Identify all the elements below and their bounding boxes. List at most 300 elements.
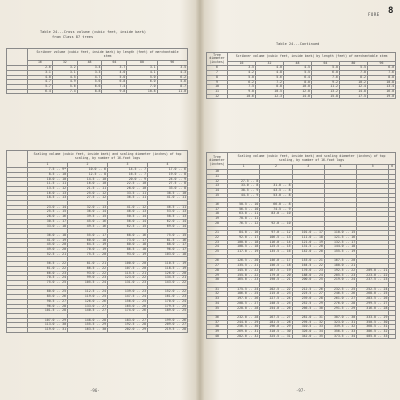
- table-cell: 25.5 -- 15: [28, 210, 68, 215]
- column-header: 96: [157, 61, 187, 66]
- table-row: [207, 94, 396, 99]
- row-label: 30: [207, 278, 228, 283]
- table-cell: 188.0 -- 24: [292, 273, 324, 278]
- table-cell: 3.5: [157, 66, 187, 71]
- table-cell: 239.0 -- 28: [292, 297, 324, 302]
- table-cell: 4.5: [283, 66, 311, 71]
- table-cell: 81.5 -- 16: [148, 238, 188, 243]
- table-cell: 167.5 -- 20: [324, 259, 356, 264]
- column-header-diameter: [7, 151, 28, 168]
- table-cell: 4.2: [228, 71, 256, 76]
- column-header: 1: [228, 165, 260, 170]
- table-cell: 118.5 -- 19: [148, 266, 188, 271]
- table-cell: 41.0 -- 11: [148, 196, 188, 201]
- column-header: 64: [102, 61, 127, 66]
- table-cell: 13.4: [367, 85, 395, 90]
- table-cell: 165.0 -- 26: [108, 304, 148, 309]
- table-cell: 46.5 -- 11: [148, 205, 188, 210]
- column-header: 16: [228, 61, 256, 66]
- table-cell: 310.5 -- 33: [292, 325, 324, 330]
- table-cell: 131.5 -- 20: [292, 245, 324, 250]
- table-cell: 6.0: [367, 66, 395, 71]
- table-cell: 266.5 -- 30: [292, 306, 324, 311]
- table-cell: 105.5 -- 24: [68, 280, 108, 285]
- row-label: 6: [207, 66, 228, 71]
- table-cell: 10.0 -- 6: [68, 168, 108, 173]
- table-cell: 9.0: [228, 89, 256, 94]
- right-scaling-table: [206, 152, 396, 339]
- table-cell: 200.0 -- 25: [292, 278, 324, 283]
- table-cell: 209.0 -- 27: [148, 323, 188, 328]
- table-cell: 202.0 -- 29: [108, 328, 148, 333]
- table-cell: 112.5 -- 24: [68, 290, 108, 295]
- column-header: 48: [77, 61, 102, 66]
- table-cell: 140.5 -- 27: [68, 309, 108, 314]
- table-cell: 219.0 -- 24: [324, 278, 356, 283]
- table-cell: 167.5 -- 19: [260, 268, 292, 273]
- table-cell: 103.0 -- 18: [148, 252, 188, 257]
- row-label: 10: [207, 170, 228, 175]
- table-cell: 4.9: [52, 80, 77, 85]
- table-cell: 41.0 -- 12: [108, 205, 148, 210]
- table-cell: 176.0 -- 23: [292, 268, 324, 273]
- table-cell: 7.5: [228, 85, 256, 90]
- table-cell: 6.8: [102, 80, 127, 85]
- table-cell: 148.0 -- 28: [68, 318, 108, 323]
- table-cell: 5.7: [28, 84, 53, 89]
- table-cell: 156.5 -- 18: [260, 264, 292, 269]
- table-cell: 36.5 -- 11: [108, 196, 148, 201]
- table-cell: 174.0 -- 26: [108, 309, 148, 314]
- column-header: 96: [367, 61, 395, 66]
- table-cell: 19.0 -- 8: [148, 172, 188, 177]
- table-cell: 256.5 -- 30: [228, 325, 260, 330]
- row-label: 14: [207, 188, 228, 193]
- table-cell: 333.0 -- 29: [357, 315, 389, 320]
- table-cell: 11.0: [157, 89, 187, 94]
- table-cell: 97.0 -- 12: [260, 231, 292, 236]
- table-cell: 107.5 -- 20: [108, 266, 148, 271]
- table-cell: 3.4: [77, 66, 102, 71]
- table-cell: 119.0 -- 31: [28, 328, 68, 333]
- table-cell: 135.5 -- 21: [228, 264, 260, 269]
- table-cell: 62.5 -- 15: [108, 224, 148, 229]
- table-cell: 99.0 -- 23: [68, 276, 108, 281]
- table-cell: 50.5 -- 10: [228, 203, 260, 208]
- table-cell: 237.5 -- 23: [357, 278, 389, 283]
- table-cell: 202.5 -- 22: [260, 287, 292, 292]
- table-cell: 33.0 -- 8: [228, 184, 260, 189]
- table-cell: 14.5 -- 7: [108, 168, 148, 173]
- table-cell: 146.0 -- 17: [260, 259, 292, 264]
- table-cell: 33.0 -- 18: [28, 224, 68, 229]
- table-cell: 66.0 -- 23: [28, 271, 68, 276]
- row-label: 11: [207, 174, 228, 179]
- table-cell: 4.0: [28, 75, 53, 80]
- column-header: 16: [28, 61, 53, 66]
- table-cell: 6.0: [311, 71, 339, 76]
- table-cell: 33.0 -- 8: [148, 186, 188, 191]
- row-label: 23: [207, 240, 228, 245]
- table-cell: 212.5 -- 26: [292, 287, 324, 292]
- left-table1-subtitle: from Class 87 trees: [52, 35, 94, 39]
- table-cell: 13.2: [311, 89, 339, 94]
- table-cell: 88.0 -- 17: [148, 243, 188, 248]
- column-header: 32: [255, 61, 283, 66]
- table-cell: 9.8: [102, 89, 127, 94]
- table-cell: 368.5 -- 31: [357, 325, 389, 330]
- table-cell: 267.5 -- 27: [260, 315, 292, 320]
- row-label: 15: [207, 193, 228, 198]
- table-cell: 108.5 -- 18: [228, 245, 260, 250]
- table-cell: 134.5 -- 21: [148, 276, 188, 281]
- table-cell: 14.0: [283, 94, 311, 99]
- table-cell: 68.0 -- 16: [108, 233, 148, 238]
- table-cell: 123.0 -- 22: [108, 276, 148, 281]
- row-label: 11: [207, 89, 228, 94]
- table-cell: 5.6: [157, 80, 187, 85]
- table-cell: 126.0 -- 26: [68, 299, 108, 304]
- table-cell: 4.0: [102, 70, 127, 75]
- table-cell: 101.0 -- 17: [292, 231, 324, 236]
- table-cell: 10.8: [127, 89, 157, 94]
- table-cell: 283.5 -- 26: [357, 297, 389, 302]
- table-cell: 16.0 -- 13: [28, 191, 68, 196]
- table-cell: 110.0 -- 15: [324, 231, 356, 236]
- table-cell: 6.0: [127, 80, 157, 85]
- table-cell: 64.5 -- 19: [68, 243, 108, 248]
- table-cell: 86.5 -- 18: [108, 248, 148, 253]
- table-spanning-header: Scribner volume (cubic feet, inside bark) by length (feet) of merchantable stem: [228, 53, 396, 62]
- table-cell: 5.0: [102, 75, 127, 80]
- table-cell: 21.5 -- 11: [68, 186, 108, 191]
- table-cell: 20.0 -- 9: [108, 177, 148, 182]
- table-cell: 84.0 -- 16: [228, 231, 260, 236]
- table-cell: 326.0 -- 34: [292, 330, 324, 335]
- table-cell: 5.0: [127, 75, 157, 80]
- row-label: 19: [207, 217, 228, 222]
- table-cell: 13.5 -- 12: [28, 186, 68, 191]
- table-cell: 6.4: [283, 75, 311, 80]
- column-header: 3: [292, 165, 324, 170]
- folio-number: 8: [388, 6, 394, 16]
- right-page: [204, 0, 400, 400]
- table-cell: 192.5 -- 22: [324, 268, 356, 273]
- table-cell: 30.5 -- 17: [28, 219, 68, 224]
- table-cell: 307.0 -- 30: [324, 315, 356, 320]
- table-cell: 133.0 -- 27: [68, 304, 108, 309]
- table-cell: 27.5 -- 12: [68, 196, 108, 201]
- table-cell: 252.5 -- 29: [292, 301, 324, 306]
- table-cell: 223.0 -- 22: [357, 273, 389, 278]
- table-cell: 10.8: [367, 80, 395, 85]
- table-cell: 10.0 -- 10: [28, 177, 68, 182]
- row-label: 13: [207, 184, 228, 189]
- table-cell: 56.5 -- 10: [228, 207, 260, 212]
- table-cell: 100.0 -- 20: [108, 262, 148, 267]
- table-cell: 227.5 -- 24: [260, 297, 292, 302]
- table-cell: 75.0 -- 25: [28, 280, 68, 285]
- table-cell: 9.2: [311, 80, 339, 85]
- table-cell: 6.2: [157, 75, 187, 80]
- table-cell: [389, 334, 396, 339]
- table-cell: 139.0 -- 23: [108, 290, 148, 295]
- table-cell: 15.8: [311, 94, 339, 99]
- table-row: [7, 89, 188, 94]
- table-cell: 96.0 -- 17: [148, 248, 188, 253]
- row-label: 36: [207, 315, 228, 320]
- table-cell: 55.0 -- 17: [68, 233, 108, 238]
- table-cell: 75.0 -- 15: [148, 233, 188, 238]
- table-cell: 5.6: [77, 80, 102, 85]
- table-cell: 252.5 -- 24: [357, 287, 389, 292]
- table-cell: 121.5 -- 16: [324, 235, 356, 240]
- table-cell: 7.0: [127, 84, 157, 89]
- table-cell: 28.0 -- 10: [108, 186, 148, 191]
- table-cell: 240.5 -- 25: [260, 301, 292, 306]
- row-label: 33: [207, 297, 228, 302]
- table-cell: 121.0 -- 19: [292, 240, 324, 245]
- table-cell: 164.5 -- 22: [292, 264, 324, 269]
- column-header: 64: [311, 61, 339, 66]
- table-cell: 52.5 -- 21: [28, 252, 68, 257]
- table-row: [207, 334, 396, 339]
- table-cell: 38.5 -- 9: [228, 188, 260, 193]
- table-cell: 342.0 -- 35: [292, 334, 324, 339]
- column-header: 5: [357, 165, 389, 170]
- table-cell: 6.6: [77, 84, 102, 89]
- table-cell: 197.0 -- 26: [228, 297, 260, 302]
- column-header: 32: [52, 61, 77, 66]
- table-cell: 131.0 -- 23: [108, 280, 148, 285]
- table-cell: 8.8: [367, 75, 395, 80]
- left-page: [0, 0, 196, 400]
- table-cell: 66.0 -- 8: [260, 203, 292, 208]
- table-cell: 165.0 -- 23: [228, 278, 260, 283]
- row-label: 12: [207, 94, 228, 99]
- table-cell: 7.0: [339, 71, 367, 76]
- table-cell: 10.6: [228, 94, 256, 99]
- right-table1-title: Table 24.--Continued: [276, 42, 320, 46]
- table-cell: 17.0 -- 6: [148, 168, 188, 173]
- table-cell: 405.0 -- 33: [357, 334, 389, 339]
- table-cell: 8.2: [339, 75, 367, 80]
- table-cell: 192.5 -- 28: [108, 323, 148, 328]
- table-cell: 142.0 -- 20: [292, 250, 324, 255]
- row-label: 18: [207, 212, 228, 217]
- table-cell: 75.5 -- 20: [68, 252, 108, 257]
- table-cell: 190.5 -- 21: [260, 278, 292, 283]
- table-cell: 3.3: [77, 70, 102, 75]
- table-cell: 4.5: [52, 75, 77, 80]
- row-label: 10: [207, 85, 228, 90]
- table-cell: 183.0 -- 27: [108, 318, 148, 323]
- table-cell: 180.0 -- 21: [324, 264, 356, 269]
- table-cell: 92.0 -- 17: [228, 235, 260, 240]
- table-cell: 10.2: [339, 80, 367, 85]
- table-cell: 92.0 -- 10: [260, 221, 292, 226]
- table-cell: 5.6: [52, 84, 77, 89]
- table-cell: 45.0 -- 20: [28, 243, 68, 248]
- column-header-diameter: [7, 49, 28, 66]
- table-cell: 83.0 -- 10: [260, 212, 292, 217]
- row-label: 39: [207, 330, 228, 335]
- column-header: 80: [339, 61, 367, 66]
- table-cell: 14.5 -- 10: [68, 177, 108, 182]
- table-cell: 7.6: [367, 71, 395, 76]
- table-cell: 8.0: [283, 80, 311, 85]
- table-cell: 96.0 -- 28: [28, 304, 68, 309]
- table-cell: 254.0 -- 26: [260, 306, 292, 311]
- table-cell: 281.0 -- 31: [292, 315, 324, 320]
- table-cell: 356.5 -- 33: [324, 330, 356, 335]
- table-cell: 17.5: [339, 94, 367, 99]
- table-cell: 147.5 -- 24: [108, 295, 148, 300]
- table-cell: 28.0 -- 16: [28, 215, 68, 220]
- table-cell: 70.0 -- 11: [228, 217, 260, 222]
- table-cell: 189.0 -- 25: [148, 309, 188, 314]
- table-cell: 115.5 -- 21: [108, 271, 148, 276]
- table-cell: 325.5 -- 31: [260, 334, 292, 339]
- row-label: [7, 328, 28, 333]
- table-cell: 31.0 -- 8: [260, 184, 292, 189]
- table-cell: 49.5 -- 16: [68, 224, 108, 229]
- table-cell: 85.0 -- 26: [28, 295, 68, 300]
- table-cell: 6.4: [28, 89, 53, 94]
- table-cell: 12.5 -- 8: [68, 172, 108, 177]
- table-cell: 73.0 -- 17: [108, 238, 148, 243]
- table-cell: 69.0 -- 14: [148, 224, 188, 229]
- row-label: 25: [207, 250, 228, 255]
- table-cell: 152.0 -- 22: [148, 290, 188, 295]
- table-cell: 179.0 -- 20: [260, 273, 292, 278]
- table-cell: 232.0 -- 28: [228, 315, 260, 320]
- table-cell: 205.5 -- 23: [324, 273, 356, 278]
- table-cell: 5.6: [255, 75, 283, 80]
- table-cell: 53.0 -- 8: [260, 193, 292, 198]
- table-cell: 2.6: [28, 66, 53, 71]
- table-cell: 110.5 -- 19: [148, 262, 188, 267]
- table-cell: 12.0: [283, 89, 311, 94]
- table-cell: 101.5 -- 28: [28, 309, 68, 314]
- table-cell: 45.0 -- 16: [68, 219, 108, 224]
- table-cell: 56.5 -- 22: [28, 262, 68, 267]
- table-cell: 126.0 -- 20: [148, 271, 188, 276]
- table-cell: 179.5 -- 25: [148, 304, 188, 309]
- table-cell: 281.5 -- 28: [260, 320, 292, 325]
- table-cell: 76.5 -- 12: [228, 221, 260, 226]
- table-cell: 220.0 -- 28: [228, 306, 260, 311]
- table-cell: 3.1: [52, 70, 77, 75]
- table-cell: 170.0 -- 24: [148, 299, 188, 304]
- row-label: 28: [207, 268, 228, 273]
- row-label: 17: [207, 207, 228, 212]
- table-cell: 244.0 -- 29: [228, 320, 260, 325]
- table-cell: 155.0 -- 22: [228, 273, 260, 278]
- row-label: [7, 89, 28, 94]
- column-header: 3: [108, 163, 148, 168]
- table-cell: 16.0 -- 10: [68, 182, 108, 187]
- column-header: 4: [148, 163, 188, 168]
- column-header: 6: [389, 165, 396, 170]
- row-label: 34: [207, 301, 228, 306]
- table-cell: 276.0 -- 28: [324, 301, 356, 306]
- table-cell: 100.0 -- 18: [228, 240, 260, 245]
- table-cell: 126.5 -- 20: [228, 259, 260, 264]
- table-cell: 199.0 -- 26: [148, 318, 188, 323]
- table-cell: 291.5 -- 29: [324, 306, 356, 311]
- table-cell: 339.5 -- 32: [324, 325, 356, 330]
- table-cell: 7.6: [311, 75, 339, 80]
- row-label: 40: [207, 334, 228, 339]
- table-cell: 125.5 -- 15: [260, 245, 292, 250]
- column-header-diameter: Tree diameter (inches): [207, 153, 228, 170]
- table-cell: 316.0 -- 28: [357, 306, 389, 311]
- row-label: 12: [207, 179, 228, 184]
- row-label: 32: [207, 292, 228, 297]
- table-cell: 268.0 -- 25: [357, 292, 389, 297]
- table-cell: 155.5 -- 29: [68, 323, 108, 328]
- table-cell: 269.0 -- 31: [228, 330, 260, 335]
- table-cell: 116.0 -- 14: [260, 240, 292, 245]
- table-cell: 27.5 -- 8: [148, 182, 188, 187]
- table-cell: 10.0: [283, 85, 311, 90]
- table-cell: 296.0 -- 29: [260, 325, 292, 330]
- table-cell: 12.4: [339, 85, 367, 90]
- column-header: 4: [324, 165, 356, 170]
- table-cell: 117.0 -- 19: [228, 250, 260, 255]
- table-cell: 145.0 -- 22: [228, 268, 260, 273]
- table-cell: 61.0 -- 22: [28, 266, 68, 271]
- table-cell: 232.5 -- 25: [324, 287, 356, 292]
- column-header: 1: [28, 163, 68, 168]
- table-cell: 36.0 -- 14: [68, 210, 108, 215]
- table-cell: 93.0 -- 22: [68, 271, 108, 276]
- table-cell: 10.5: [255, 89, 283, 94]
- table-cell: 44.5 -- 9: [228, 193, 260, 198]
- table-cell: 135.5 -- 16: [260, 250, 292, 255]
- table-cell: 5.0: [228, 75, 256, 80]
- column-header: 2: [68, 163, 108, 168]
- table-cell: 3.2: [52, 66, 77, 71]
- row-label: 21: [207, 231, 228, 236]
- table-cell: 4.1: [127, 70, 157, 75]
- table-cell: 33.5 -- 11: [108, 191, 148, 196]
- table-cell: 86.5 -- 22: [68, 266, 108, 271]
- table-cell: 62.0 -- 14: [148, 219, 188, 224]
- table-cell: 41.0 -- 19: [28, 238, 68, 243]
- row-label: 8: [207, 75, 228, 80]
- right-page-number: -97-: [296, 388, 306, 393]
- row-label: 37: [207, 320, 228, 325]
- table-cell: 70.0 -- 19: [68, 248, 108, 253]
- table-cell: 282.0 -- 32: [228, 334, 260, 339]
- table-cell: 7.4: [52, 89, 77, 94]
- table-cell: 12.3: [255, 94, 283, 99]
- table-cell: 107.0 -- 29: [28, 318, 68, 323]
- table-cell: 22.5 -- 10: [108, 182, 148, 187]
- table-cell: 38.5 -- 10: [148, 191, 188, 196]
- table-spanning-header: Scribner volume (cubic feet, inside bark) by length (feet) of merchantable stem: [28, 49, 188, 61]
- left-scaling-table: [6, 150, 188, 333]
- table-cell: 3.7: [102, 66, 127, 71]
- table-cell: 18.5 -- 13: [28, 196, 68, 201]
- table-cell: 143.0 -- 22: [148, 280, 188, 285]
- table-cell: 7.2: [255, 80, 283, 85]
- table-cell: 310.5 -- 30: [260, 330, 292, 335]
- table-cell: 8.8: [255, 85, 283, 90]
- row-label: 27: [207, 264, 228, 269]
